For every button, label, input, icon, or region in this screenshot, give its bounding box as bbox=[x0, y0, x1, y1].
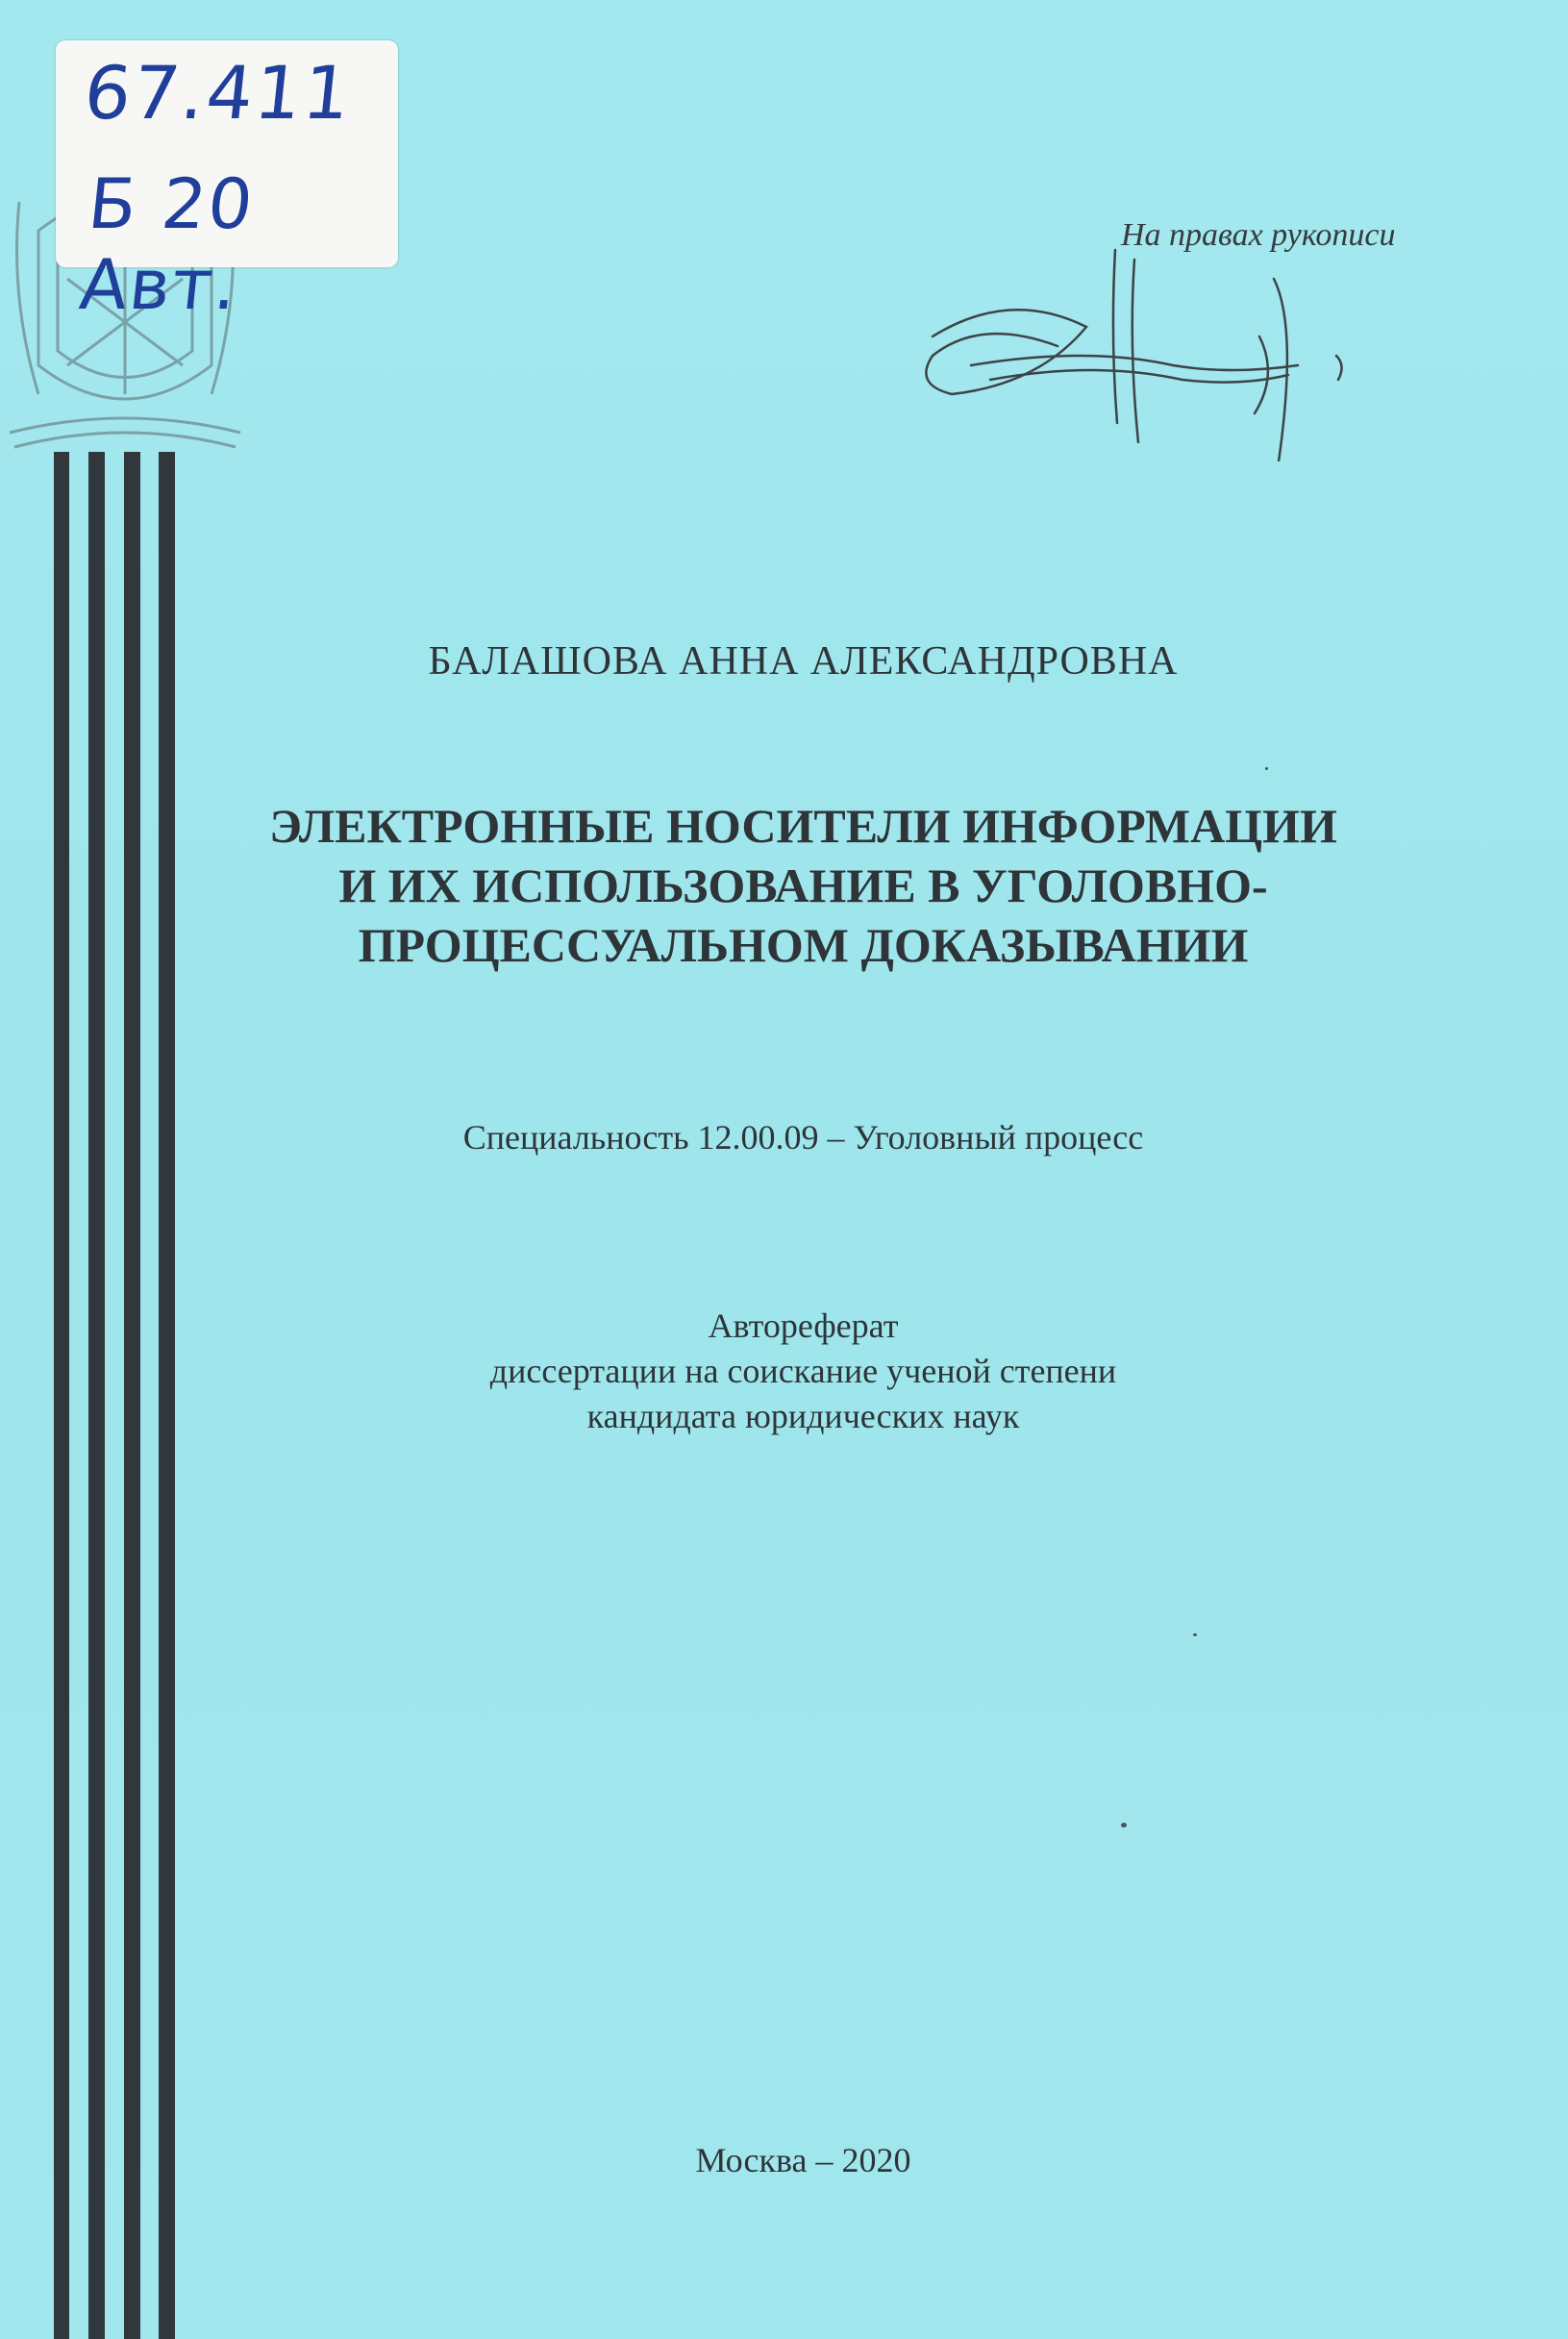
manuscript-note: На правах рукописи bbox=[1121, 217, 1396, 253]
author-name: БАЛАШОВА АННА АЛЕКСАНДРОВНА bbox=[428, 639, 1179, 684]
sticker-code-line1: 67.411 bbox=[80, 50, 357, 136]
title-line-1: ЭЛЕКТРОННЫЕ НОСИТЕЛИ ИНФОРМАЦИИ bbox=[269, 799, 1337, 853]
abstract-line-3: кандидата юридических наук bbox=[586, 1397, 1020, 1435]
abstract-line-1: Автореферат bbox=[708, 1306, 899, 1345]
dissertation-title bbox=[0, 796, 1568, 975]
abstract-description bbox=[0, 1304, 1568, 1439]
speciality: Специальность 12.00.09 – Уголовный процесс bbox=[462, 1118, 1144, 1157]
dust-speck bbox=[1121, 1823, 1127, 1828]
handwritten-signature bbox=[894, 221, 1394, 461]
title-line-2: И ИХ ИСПОЛЬЗОВАНИЕ В УГОЛОВНО- bbox=[338, 858, 1268, 912]
sticker-code-line2: Б 20 Авт. bbox=[76, 163, 259, 325]
title-line-3: ПРОЦЕССУАЛЬНОМ ДОКАЗЫВАНИИ bbox=[358, 918, 1249, 972]
place-and-year: Москва – 2020 bbox=[695, 2141, 911, 2179]
abstract-line-2: диссертации на соискание ученой степени bbox=[489, 1352, 1117, 1390]
library-code-sticker bbox=[56, 40, 398, 325]
dust-speck bbox=[1193, 1633, 1197, 1636]
dust-speck bbox=[1265, 767, 1268, 770]
